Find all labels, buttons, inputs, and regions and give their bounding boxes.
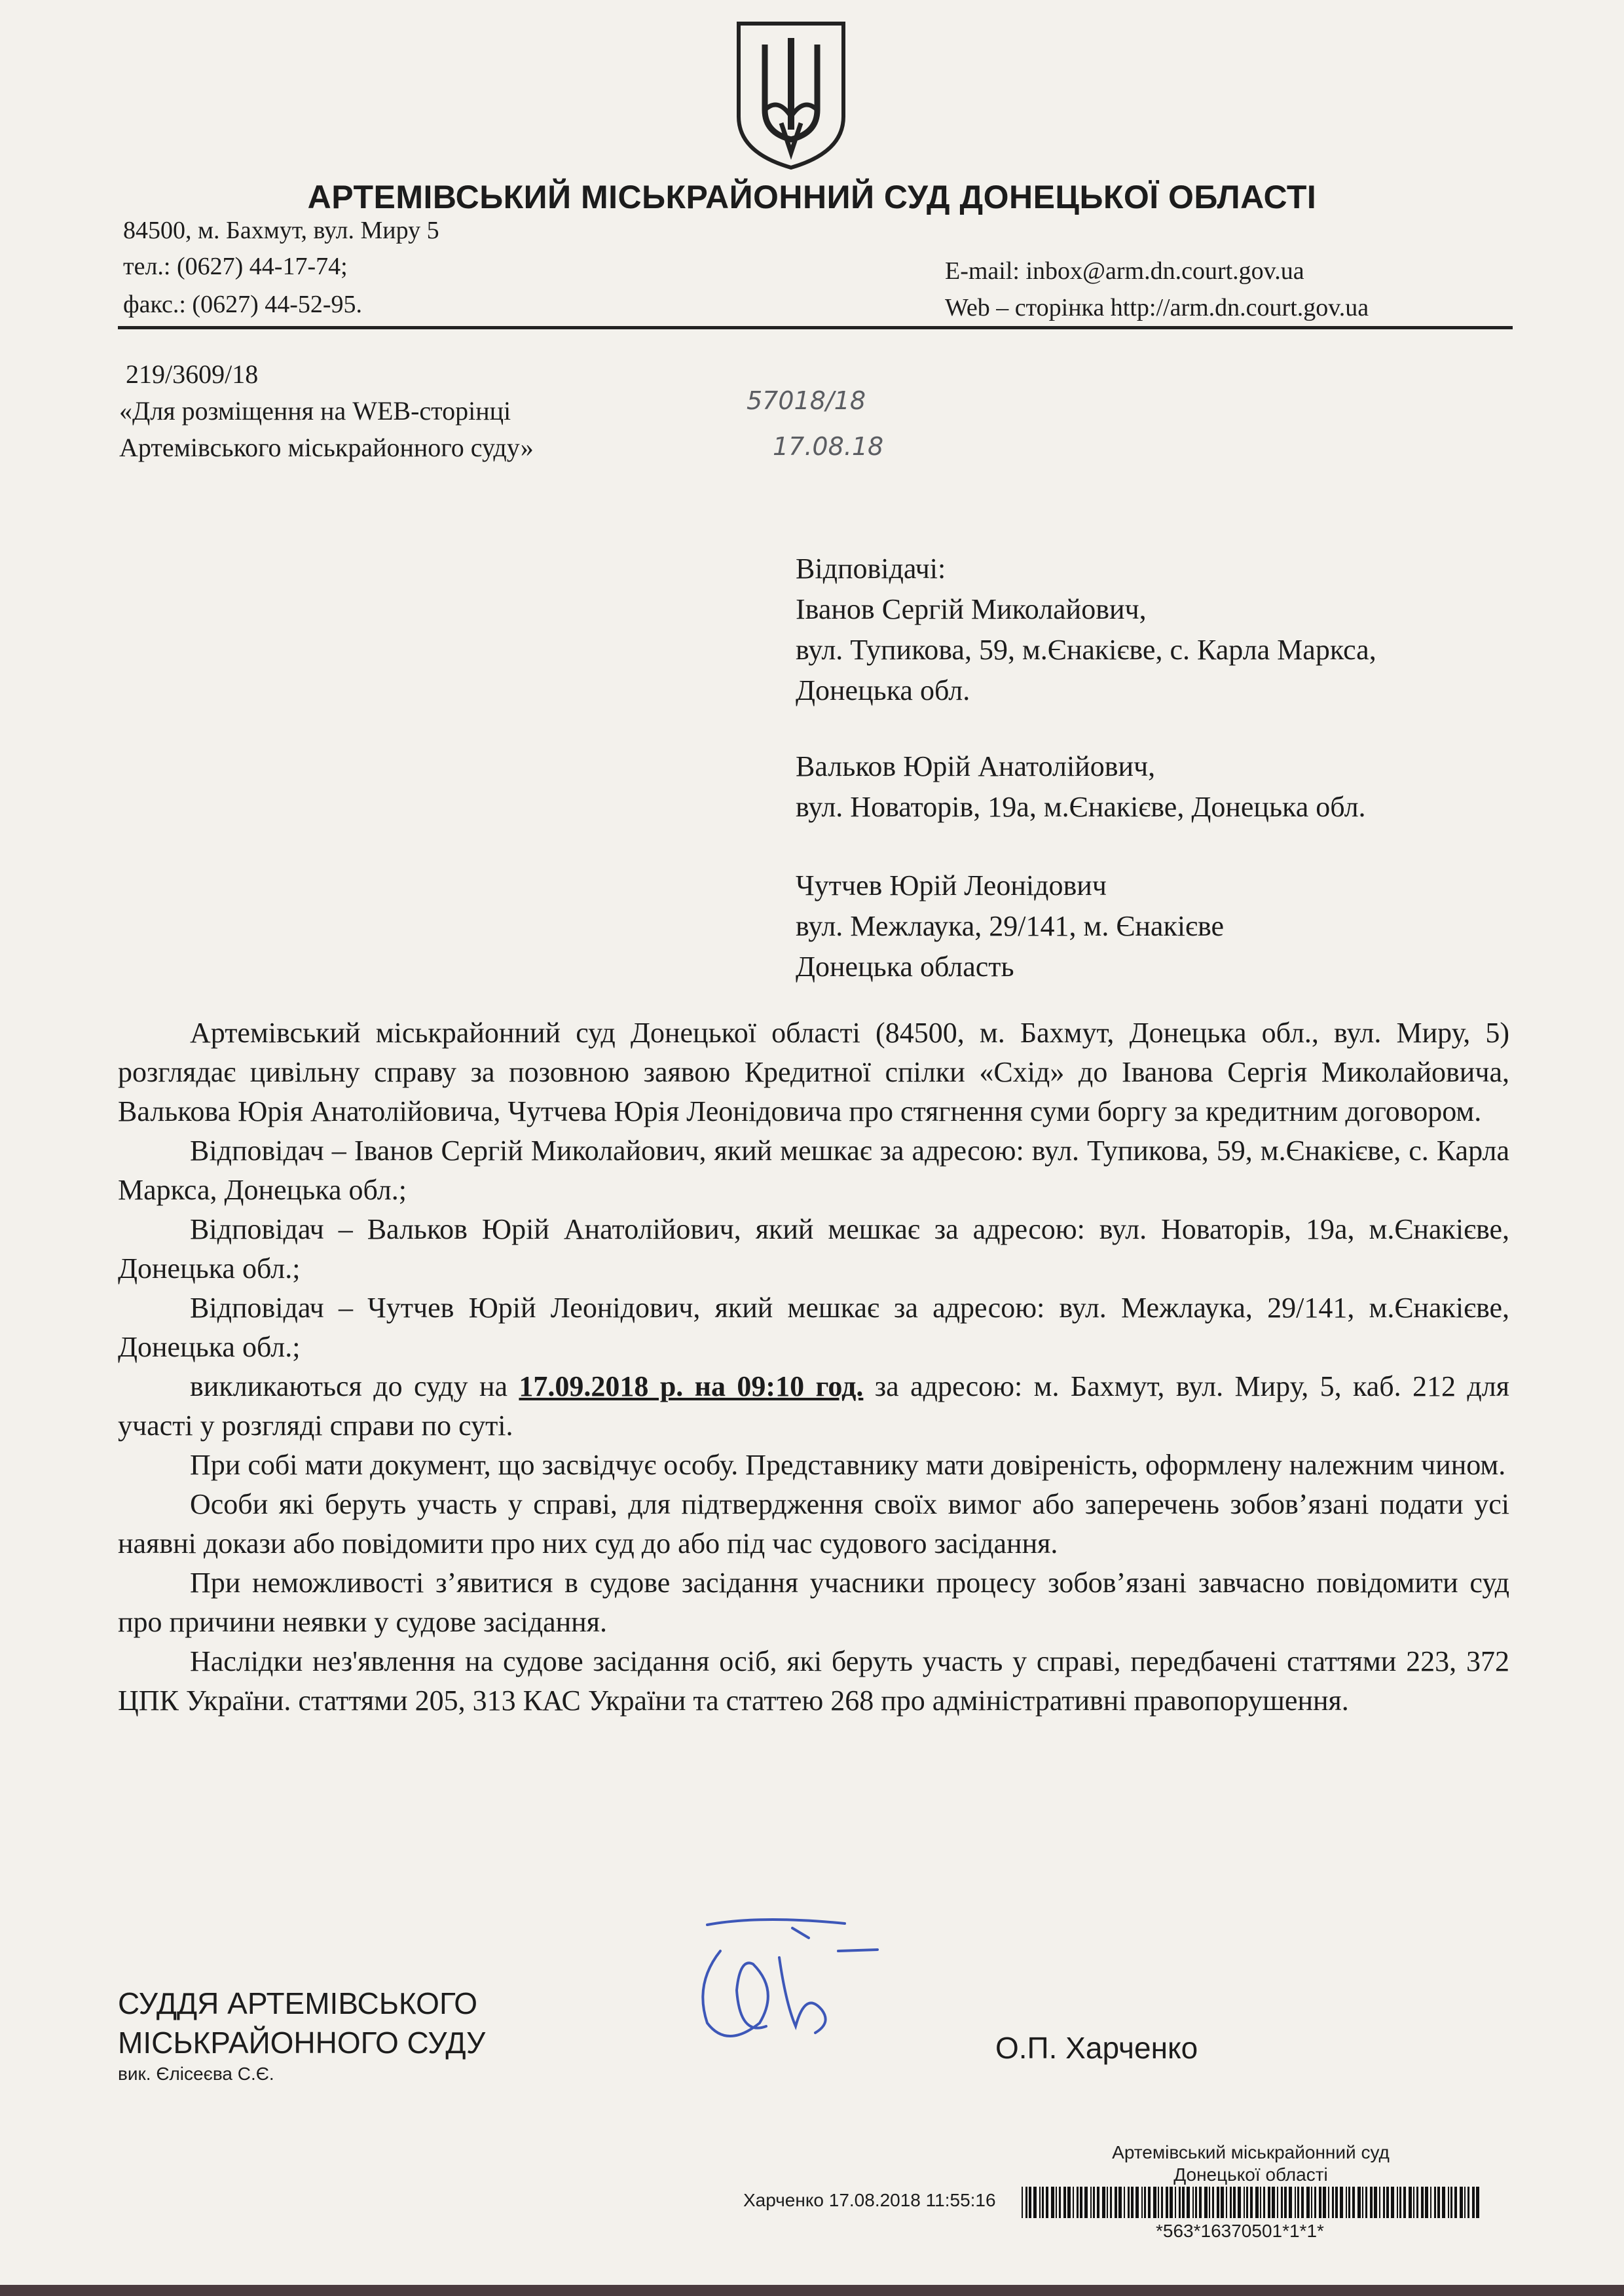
barcode-bar (1386, 2187, 1389, 2218)
barcode-bar (1046, 2187, 1048, 2218)
barcode-bar (1182, 2187, 1185, 2218)
barcode-bar (1437, 2187, 1440, 2218)
barcode-bar (1314, 2187, 1316, 2218)
barcode-bar (1199, 2187, 1202, 2218)
summons-body (118, 1013, 1509, 1721)
barcode-bar (1161, 2187, 1163, 2218)
barcode (1022, 2187, 1480, 2218)
barcode-bar (1277, 2187, 1278, 2218)
barcode-bar (1399, 2187, 1401, 2218)
defendant3-name: Чутчев Юрій Леонідович (796, 869, 1107, 902)
judge-title-line1: СУДДЯ АРТЕМІВСЬКОГО (118, 1986, 478, 2020)
defendant3-address: вул. Межлаука, 29/141, м. Єнакієве (796, 910, 1224, 942)
barcode-bar (1383, 2187, 1385, 2218)
barcode-bar (1135, 2187, 1139, 2218)
paragraph-hearing: викликаються до суду на 17.09.2018 р. на 09:10 год. за адресою: м. Бахмут, вул. Миру, 5, каб. 212 для участі у розгляді справи по суті. (118, 1370, 1509, 1442)
barcode-bar (1454, 2187, 1457, 2218)
barcode-bar (1250, 2187, 1253, 2218)
barcode-bar (1090, 2187, 1092, 2218)
paragraph-consequences: Наслідки нез'явлення на судове засідання осіб, які беруть участь у справі, передбачені статтями 223, 372 ЦПК України. статтями 205, 313 КАС України та статтею 268 про адміністративні правопорушення. (118, 1645, 1509, 1717)
barcode-bar (1080, 2187, 1082, 2218)
barcode-bar (1348, 2187, 1350, 2218)
barcode-bar (1260, 2187, 1261, 2218)
barcode-bar (1450, 2187, 1452, 2218)
barcode-bar (1073, 2187, 1074, 2218)
footer-timestamp: Харченко 17.08.2018 11:55:16 (743, 2190, 996, 2210)
barcode-bar (1033, 2187, 1037, 2218)
barcode-bar (1042, 2187, 1044, 2218)
barcode-bar (1311, 2187, 1312, 2218)
barcode-bar (1221, 2187, 1224, 2218)
barcode-bar (1464, 2187, 1466, 2218)
barcode-bar (1175, 2187, 1176, 2218)
barcode-bar (1284, 2187, 1287, 2218)
barcode-bar (1272, 2187, 1275, 2218)
barcode-bar (1179, 2187, 1181, 2218)
barcode-bar (1362, 2187, 1363, 2218)
barcode-bar (1467, 2187, 1469, 2218)
barcode-bar (1158, 2187, 1159, 2218)
barcode-bar (1346, 2187, 1347, 2218)
court-email: E-mail: inbox@arm.dn.court.gov.ua (945, 257, 1304, 285)
barcode-bar (1397, 2187, 1398, 2218)
barcode-bar (1059, 2187, 1061, 2218)
barcode-bar (1217, 2187, 1219, 2218)
barcode-bar (1403, 2187, 1406, 2218)
barcode-bar (1107, 2187, 1108, 2218)
barcode-bar (1244, 2187, 1245, 2218)
court-name: АРТЕМІВСЬКИЙ МІСЬКРАЙОННИЙ СУД ДОНЕЦЬКОЇ ОБЛАСТІ (307, 179, 1317, 215)
barcode-bar (1204, 2187, 1208, 2218)
barcode-bar (1209, 2187, 1210, 2218)
barcode-bar (1421, 2187, 1424, 2218)
barcode-bar (1025, 2187, 1027, 2218)
barcode-bar (1118, 2187, 1122, 2218)
barcode-bar (1409, 2187, 1412, 2218)
footer-court-line1: Артемівський міськрайонний суд (1112, 2142, 1390, 2162)
defendant3-region: Донецька область (796, 951, 1014, 983)
handwritten-number: 57018/18 (747, 386, 866, 415)
barcode-bar (1301, 2187, 1304, 2218)
barcode-bar (1416, 2187, 1418, 2218)
barcode-bar (1141, 2187, 1143, 2218)
handwritten-date: 17.08.18 (773, 432, 884, 461)
handwritten-signature (681, 1912, 891, 2062)
barcode-bar (1332, 2187, 1334, 2218)
barcode-bar (1357, 2187, 1361, 2218)
barcode-bar (1077, 2187, 1079, 2218)
defendant1-name: Іванов Сергій Миколайович, (796, 593, 1147, 625)
paragraph-defendant1: Відповідач – Іванов Сергій Миколайович, який мешкає за адресою: вул. Тупикова, 59, м.Єнакієве, с. Карла Маркса, Донецька обл.; (118, 1135, 1509, 1206)
barcode-bar (1230, 2187, 1232, 2218)
barcode-bar (1148, 2187, 1151, 2218)
barcode-bar (1370, 2187, 1373, 2218)
barcode-bar (1319, 2187, 1321, 2218)
paragraph-absence: При неможливості з’явитися в судове засідання учасники процесу зобов’язані завчасно повідомити суд про причини неявки у судове засідання. (118, 1567, 1509, 1638)
barcode-bar (1166, 2187, 1168, 2218)
court-address: 84500, м. Бахмут, вул. Миру 5 (123, 217, 439, 244)
barcode-bar (1131, 2187, 1134, 2218)
defendant1-address: вул. Тупикова, 59, м.Єнакієве, с. Карла Маркса, (796, 634, 1376, 666)
defendant1-region: Донецька обл. (796, 674, 970, 706)
barcode-bar (1442, 2187, 1445, 2218)
barcode-bar (1374, 2187, 1377, 2218)
barcode-bar (1233, 2187, 1236, 2218)
barcode-bar (1187, 2187, 1190, 2218)
barcode-bar (1029, 2187, 1031, 2218)
barcode-bar (1281, 2187, 1283, 2218)
barcode-bar (1413, 2187, 1414, 2218)
judge-name: О.П. Харченко (995, 2031, 1198, 2065)
barcode-bar (1102, 2187, 1105, 2218)
barcode-bar (1268, 2187, 1270, 2218)
barcode-bar (1391, 2187, 1394, 2218)
court-fax: факс.: (0627) 44-52-95. (123, 291, 363, 318)
barcode-bar (1352, 2187, 1355, 2218)
barcode-bar (1289, 2187, 1292, 2218)
court-phone: тел.: (0627) 44-17-74; (123, 253, 348, 280)
barcode-bar (1051, 2187, 1054, 2218)
barcode-bar (1430, 2187, 1431, 2218)
barcode-bar (1340, 2187, 1343, 2218)
coat-of-arms-icon (732, 18, 850, 173)
barcode-bar (1084, 2187, 1088, 2218)
barcode-bar (1067, 2187, 1071, 2218)
paragraph-defendant3: Відповідач – Чутчев Юрій Леонідович, який мешкає за адресою: вул. Межлаука, 29/141, м.Єнакієве, Донецька обл.; (118, 1292, 1509, 1363)
barcode-bar (1226, 2187, 1227, 2218)
paragraph-evidence: Особи які беруть участь у справі, для підтвердження своїх вимог або заперечень зобов’язані подати усі наявні докази або повідомити про них суд до або під час судового засідання. (118, 1488, 1509, 1559)
hearing-datetime: 17.09.2018 р. на 09:10 год. (519, 1370, 864, 1402)
defendant2-address: вул. Новаторів, 19а, м.Єнакієве, Донецька обл. (796, 791, 1366, 823)
barcode-bar (1039, 2187, 1041, 2218)
barcode-bar (1263, 2187, 1265, 2218)
barcode-bar (1056, 2187, 1057, 2218)
recipients-heading: Відповідачі: (796, 553, 946, 585)
barcode-bar (1144, 2187, 1146, 2218)
scan-edge (0, 2285, 1624, 2296)
barcode-bar (1093, 2187, 1095, 2218)
web-note-line2: Артемівського міськрайонного суду» (119, 433, 534, 462)
barcode-bar (1323, 2187, 1326, 2218)
barcode-bar (1460, 2187, 1463, 2218)
paragraph-case: Артемівський міськрайонний суд Донецької області (84500, м. Бахмут, Донецька обл., вул. Миру, 5) розглядає цивільну справу за позовною заявою Кредитної спілки «Схід» до Іванова Сергія Миколайовича, Валькова Юрія Анатолійовича, Чутчева Юрія Леонідовича про стягнення суми боргу за кредитним договором. (118, 1017, 1509, 1127)
barcode-bar (1476, 2187, 1479, 2218)
barcode-bar (1306, 2187, 1310, 2218)
court-website: Web – сторінка http://arm.dn.court.gov.ua (945, 294, 1369, 321)
header-divider (118, 326, 1513, 329)
barcode-bar (1212, 2187, 1214, 2218)
barcode-bar (1365, 2187, 1367, 2218)
barcode-bar (1472, 2187, 1475, 2218)
barcode-bar (1192, 2187, 1194, 2218)
barcode-bar (1297, 2187, 1299, 2218)
barcode-bar (1128, 2187, 1130, 2218)
barcode-bar (1110, 2187, 1112, 2218)
barcode-bar (1195, 2187, 1197, 2218)
barcode-bar (1425, 2187, 1428, 2218)
barcode-text: *563*16370501*1*1* (1156, 2221, 1324, 2241)
barcode-bar (1022, 2187, 1023, 2218)
barcode-bar (1063, 2187, 1066, 2218)
barcode-bar (1115, 2187, 1117, 2218)
executor-note: вик. Єлісеєва С.Є. (118, 2064, 274, 2084)
barcode-bar (1379, 2187, 1380, 2218)
reference-number: 219/3609/18 (126, 359, 259, 389)
barcode-bar (1153, 2187, 1156, 2218)
paragraph-defendant2: Відповідач – Вальков Юрій Анатолійович, який мешкає за адресою: вул. Новаторів, 19а, м.Єнакієве, Донецька обл.; (118, 1213, 1509, 1285)
barcode-bar (1170, 2187, 1173, 2218)
barcode-bar (1246, 2187, 1248, 2218)
judge-title-line2: МІСЬКРАЙОННОГО СУДУ (118, 2026, 486, 2060)
barcode-bar (1335, 2187, 1338, 2218)
paragraph-documents: При собі мати документ, що засвідчує особу. Представнику мати довіреність, оформлену належним чином. (190, 1449, 1506, 1481)
barcode-bar (1255, 2187, 1259, 2218)
barcode-bar (1124, 2187, 1125, 2218)
barcode-bar (1448, 2187, 1449, 2218)
footer-court-line2: Донецької області (1173, 2164, 1328, 2185)
barcode-bar (1238, 2187, 1241, 2218)
web-note-line1: «Для розміщення на WEB-сторінці (119, 396, 511, 426)
barcode-bar (1097, 2187, 1099, 2218)
barcode-bar (1295, 2187, 1296, 2218)
defendant2-name: Вальков Юрій Анатолійович, (796, 750, 1156, 782)
barcode-bar (1434, 2187, 1436, 2218)
barcode-bar (1328, 2187, 1329, 2218)
